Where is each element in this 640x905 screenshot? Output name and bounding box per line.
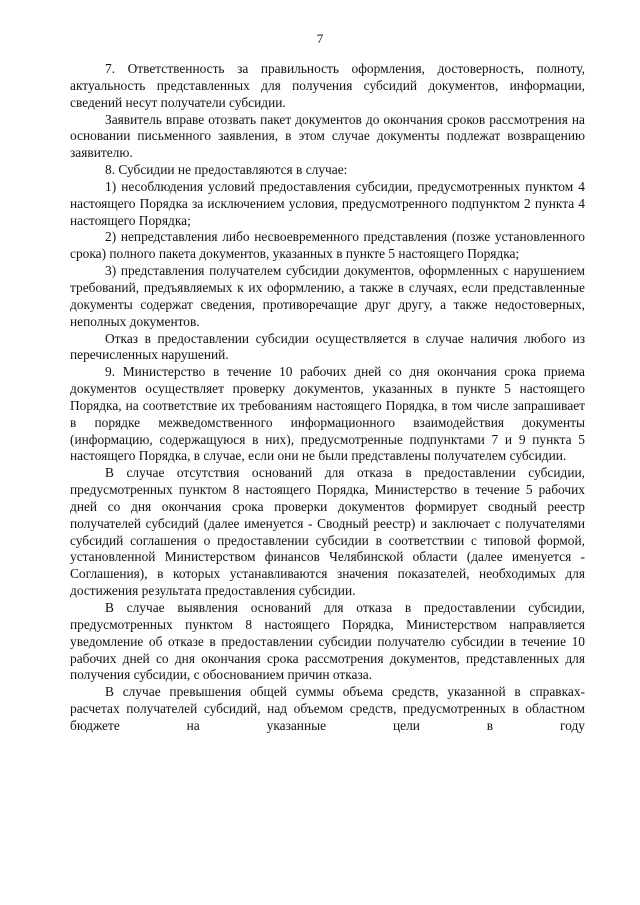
paragraph-withdrawal: Заявитель вправе отозвать пакет документов до окончания сроков рассмотрения на основании письменного заявления, в этом случае документы подлежат возвращению заявителю. [70, 111, 585, 161]
paragraph-refusal: Отказ в предоставлении субсидии осуществляется в случае наличия любого из перечисленных нарушений. [70, 330, 585, 363]
paragraph-8-item-2: 2) непредставления либо несвоевременного представления (позже установленного срока) полного пакета документов, указанных в пункте 5 настоящего Порядка; [70, 229, 585, 262]
paragraph-excess: В случае превышения общей суммы объема средств, указанной в справках-расчетах получателей субсидий, над объемом средств, предусмотренных в областном бюджете на указанные цели в году [70, 684, 585, 733]
paragraph-8-item-3: 3) представления получателем субсидии документов, оформленных с нарушением требований, предъявляемых к их оформлению, а также в случаях, если представленные документы содержат сведения, противоречащие друг другу, а также недостоверных, неполных документов. [70, 263, 585, 329]
paragraph-7-responsibility: 7. Ответственность за правильность оформления, достоверность, полноту, актуальность представленных для получения субсидий документов, информации, сведений несут получатели субсидии. [70, 61, 585, 110]
paragraph-9-review: 9. Министерство в течение 10 рабочих дней со дня окончания срока приема документов осуществляет проверку документов, указанных в пункте 5 настоящего Порядка, на соответствие их требованиям настоящего Порядка, в том числе запрашивает в порядке межведомственного информационного взаимодействия документы (информацию, содержащуюся в них), предусмотренные подпунктами 7 и 9 пункта 5 настоящего Порядка, в случае, если они не были представлены получателем субсидии. [70, 364, 585, 464]
document-body [70, 61, 585, 735]
paragraph-8-heading: 8. Субсидии не предоставляются в случае: [105, 162, 348, 178]
paragraph-no-grounds: В случае отсутствия оснований для отказа в предоставлении субсидии, предусмотренных пунктом 8 настоящего Порядка, Министерство в течение 5 рабочих дней со дня окончания срока проверки документов формирует сводный реестр получателей субсидий (далее именуется - Сводный реестр) и заключает с получателями субсидий соглашения о предоставлении субсидии в соответствии с типовой формой, установленной Министерством финансов Челябинской области (далее именуется - Соглашения), в которых устанавливаются значения показателей, необходимых для достижения результата предоставления субсидии. [70, 465, 585, 599]
paragraph-8-item-1: 1) несоблюдения условий предоставления субсидии, предусмотренных пунктом 4 настоящего Порядка за исключением условия, предусмотренного подпунктом 2 пункта 4 настоящего Порядка; [70, 178, 585, 228]
page-number: 7 [316, 31, 324, 46]
paragraph-grounds-found: В случае выявления оснований для отказа в предоставлении субсидии, предусмотренных пунктом 8 настоящего Порядка, Министерством направляется уведомление об отказе в предоставлении субсидии получателю субсидии в течение 10 рабочих дней со дня окончания срока рассмотрения документов, представленных для получения субсидии, с обоснованием причин отказа. [70, 600, 585, 683]
